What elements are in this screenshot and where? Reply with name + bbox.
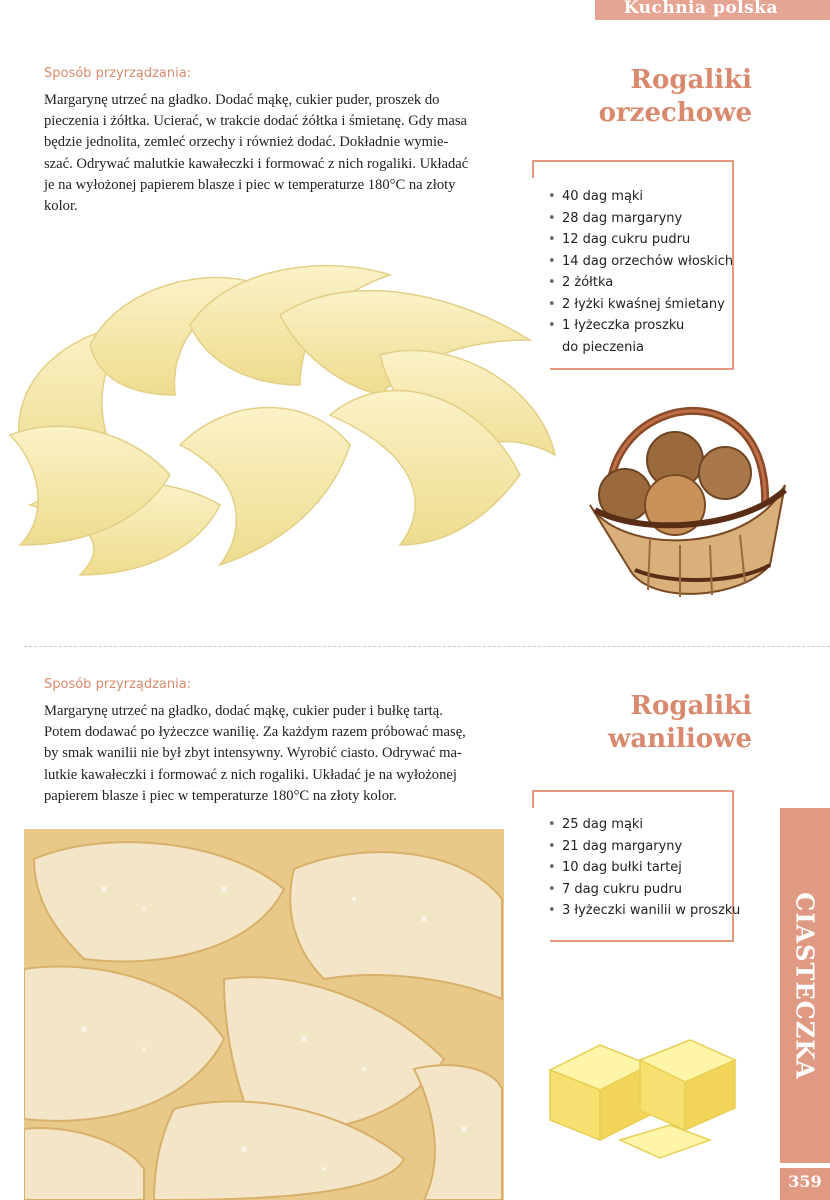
ingredient-item: • 3 łyżeczki wanilii w proszku <box>548 900 748 922</box>
ingredient-item: • 12 dag cukru pudru <box>548 229 748 251</box>
method-line: kolor. <box>44 198 78 215</box>
method-line: lutkie kawałeczki i formować z nich rogaliki. Układać je na wyłożonej <box>44 766 457 783</box>
ingredients-list-2 <box>548 814 748 922</box>
ingredient-item: • 1 łyżeczka proszku <box>548 315 748 337</box>
chapter-tab-label: CIASTECZKA <box>790 891 820 1080</box>
method-line: papierem blasze i piec w temperaturze 180°C na złoty kolor. <box>44 787 397 804</box>
page-number-box <box>780 1168 830 1200</box>
method-text-2 <box>44 701 504 807</box>
ingredient-item-continued: do pieczenia <box>562 339 644 355</box>
method-line: by smak wanilii nie był zbyt intensywny. Wyrobić ciasto. Odrywać ma- <box>44 745 462 762</box>
method-text-1 <box>44 90 504 217</box>
chapter-tab <box>780 808 830 1163</box>
title-line: Rogaliki <box>630 65 752 95</box>
section-title: Kuchnia polska <box>623 0 778 18</box>
vanilla-crescents-image <box>24 829 504 1200</box>
butter-cubes-image <box>540 1030 740 1170</box>
ingredient-item: • 7 dag cukru pudru <box>548 879 748 901</box>
method-line: Margarynę utrzeć na gładko. Dodać mąkę, cukier puder, proszek do <box>44 92 440 108</box>
header-bar <box>595 0 830 20</box>
title-line: Rogaliki <box>630 691 752 721</box>
method-label-2: Sposób przyrządzania: <box>44 677 192 692</box>
recipe-title-2 <box>608 690 752 756</box>
ingredient-item: • 2 żółtka <box>548 272 748 294</box>
recipe-title-1 <box>599 64 752 130</box>
ingredient-item: • 14 dag orzechów włoskich <box>548 251 748 273</box>
ingredient-item: • 40 dag mąki <box>548 186 748 208</box>
section-divider <box>24 646 830 647</box>
title-line: orzechowe <box>598 98 752 128</box>
ingredient-item: • 21 dag margaryny <box>548 836 748 858</box>
method-line: szać. Odrywać malutkie kawałeczki i formować z nich rogaliki. Układać <box>44 155 469 172</box>
crescent-cookies-image <box>0 245 560 590</box>
ingredient-item: • 28 dag margaryny <box>548 208 748 230</box>
ingredient-item: • 10 dag bułki tartej <box>548 857 748 879</box>
method-line: pieczenia i żółtka. Ucierać, w trakcie dodać żółtka i śmietanę. Gdy masa <box>44 113 468 130</box>
method-line: je na wyłożonej papierem blasze i piec w temperaturze 180°C na złoty <box>44 176 456 193</box>
walnut-basket-image <box>580 355 795 620</box>
method-label-1: Sposób przyrządzania: <box>44 66 192 81</box>
page-number: 359 <box>788 1172 822 1191</box>
ingredient-item: • 25 dag mąki <box>548 814 748 836</box>
title-line: waniliowe <box>607 724 752 754</box>
ingredients-list-1 <box>548 186 748 358</box>
ingredient-item: • 2 łyżki kwaśnej śmietany <box>548 294 748 316</box>
method-line: Margarynę utrzeć na gładko, dodać mąkę, cukier puder i bułkę tartą. <box>44 703 443 719</box>
method-line: Potem dodawać po łyżeczce wanilię. Za każdym razem próbować masę, <box>44 724 466 741</box>
method-line: będzie jednolita, zemleć orzechy i również dodać. Dokładnie wymie- <box>44 134 449 151</box>
